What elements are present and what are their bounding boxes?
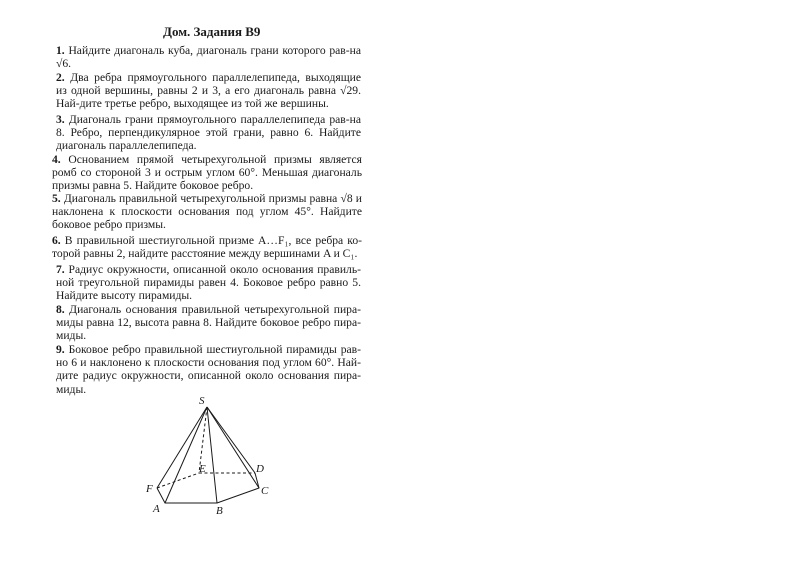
problem-4 <box>52 153 362 193</box>
problem-5 <box>52 192 362 232</box>
problem-number: 3. <box>56 113 65 126</box>
vertex-label-d: D <box>256 463 264 475</box>
problem-text: Диагональ грани прямоугольного параллелепипеда рав-на 8. Ребро, перпендикулярное этой грани, равно 6. Найдите диагональ параллелепипеда. <box>56 113 361 153</box>
base-visible-edges <box>157 473 259 503</box>
problem-3 <box>56 113 361 153</box>
problem-6 <box>52 234 362 260</box>
vertex-label-a: A <box>153 503 160 515</box>
problem-7 <box>56 263 361 303</box>
problem-1 <box>56 44 361 70</box>
vertex-label-s: S <box>199 395 205 407</box>
problem-number: 1. <box>56 44 65 57</box>
vertex-label-c: C <box>261 485 269 497</box>
problem-text: Два ребра прямоугольного параллелепипеда, выходящие из одной вершины, равны 2 и 3, а его диагональ равна √29. Най-дите третье ребро, выходящее из той же вершины. <box>56 71 361 111</box>
vertex-label-f: F <box>146 483 153 495</box>
problem-number: 2. <box>56 71 65 84</box>
problem-2 <box>56 71 361 111</box>
page-title: Дом. Задания В9 <box>163 24 261 39</box>
problem-number: 7. <box>56 263 65 276</box>
problem-number: 9. <box>56 343 65 356</box>
hidden-edges <box>157 407 255 488</box>
problem-number: 8. <box>56 303 65 316</box>
problem-text: Диагональ правильной четырехугольной призмы равна √8 и наклонена к плоскости основания под углом 45°. Найдите боковое ребро призмы. <box>52 192 362 232</box>
problem-number: 6. <box>52 234 61 247</box>
problem-text: Основанием прямой четырехугольной призмы является ромб со стороной 3 и острым углом 60°. Меньшая диагональ призмы равна 5. Найдите боковое ребро. <box>52 153 362 193</box>
problem-text: Найдите диагональ куба, диагональ грани которого рав-на √6. <box>56 44 361 71</box>
problem-number: 4. <box>52 153 61 166</box>
problem-number: 5. <box>52 192 61 205</box>
vertex-label-e: E <box>199 463 206 475</box>
vertex-label-b: B <box>216 505 223 517</box>
problem-text: Боковое ребро правильной шестиугольной пирамиды рав-но 6 и наклонено к плоскости основания под углом 60°. Най-дите радиус окружности, описанной около основания пира-миды. <box>56 343 361 396</box>
problem-text: Диагональ основания правильной четырехугольной пира-миды равна 12, высота равна 8. Найдите боковое ребро пира-миды. <box>56 303 361 343</box>
problem-text: Радиус окружности, описанной около основания правиль-ной треугольной пирамиды равен 4. Боковое ребро равно 5. Найдите высоту пирамиды. <box>56 263 361 303</box>
problem-8 <box>56 303 361 343</box>
problem-text: В правильной шестиугольной призме A…F₁, все ребра ко-торой равны 2, найдите расстояние между вершинами A и C₁. <box>52 234 362 261</box>
problem-9 <box>56 343 361 396</box>
hexagonal-pyramid-diagram <box>130 390 290 520</box>
